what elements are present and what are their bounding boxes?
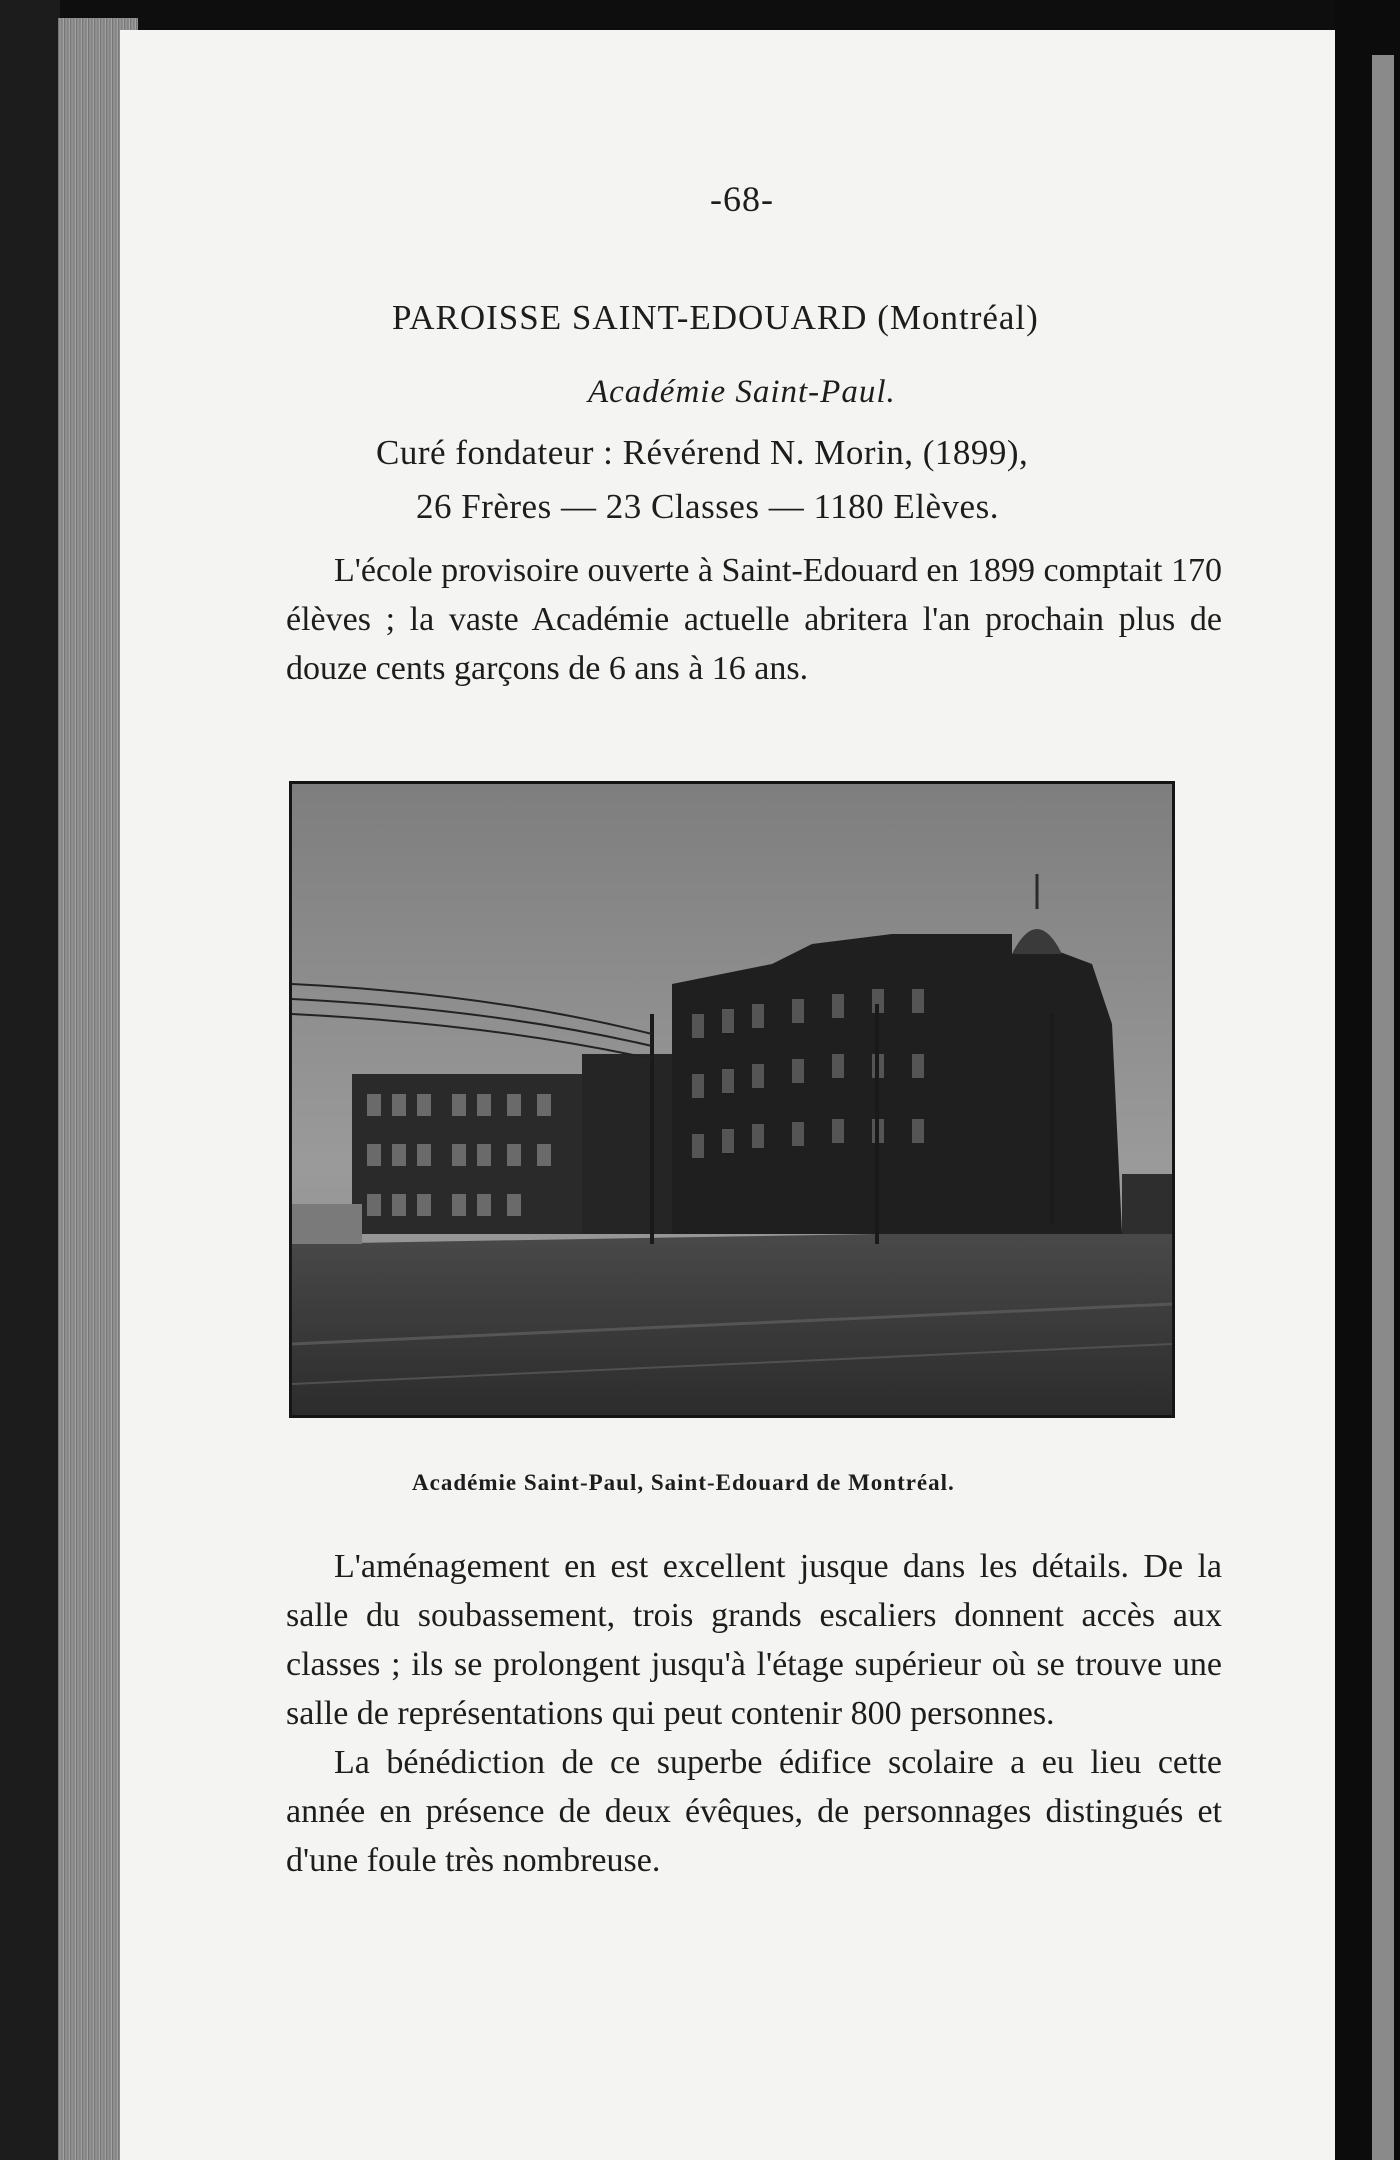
academy-photo	[289, 781, 1175, 1418]
photo-caption: Académie Saint-Paul, Saint-Edouard de Montréal.	[412, 1470, 955, 1495]
intro-paragraph-text: L'école provisoire ouverte à Saint-Edouard en 1899 comptait 170 élèves ; la vaste Académie actuelle abritera l'an prochain plus de douze cents garçons de 6 ans à 16 ans.	[286, 552, 1222, 687]
intro-paragraph	[286, 546, 1222, 693]
section-heading: PAROISSE SAINT-EDOUARD (Montréal)	[392, 298, 1039, 337]
body-paragraphs	[286, 1542, 1222, 1885]
founder-line: Curé fondateur : Révérend N. Morin, (1899),	[376, 433, 1029, 472]
blessing-paragraph: La bénédiction de ce superbe édifice scolaire a eu lieu cette année en présence de deux évêques, de personnages distingués et d'une foule très nombreuse.	[286, 1744, 1222, 1879]
layout-paragraph: L'aménagement en est excellent jusque dans les détails. De la salle du soubassement, trois grands escaliers donnent accès aux classes ; ils se prolongent jusqu'à l'étage supérieur où se trouve une salle de représentations qui peut contenir 800 personnes.	[286, 1548, 1222, 1732]
section-subtitle: Académie Saint-Paul.	[588, 374, 896, 410]
academy-photo-illustration	[292, 784, 1172, 1415]
book-next-page-edge	[1372, 55, 1394, 2160]
page-number: -68-	[710, 179, 774, 219]
stats-line: 26 Frères — 23 Classes — 1180 Elèves.	[416, 487, 999, 526]
scan-top-edge	[60, 0, 1400, 30]
